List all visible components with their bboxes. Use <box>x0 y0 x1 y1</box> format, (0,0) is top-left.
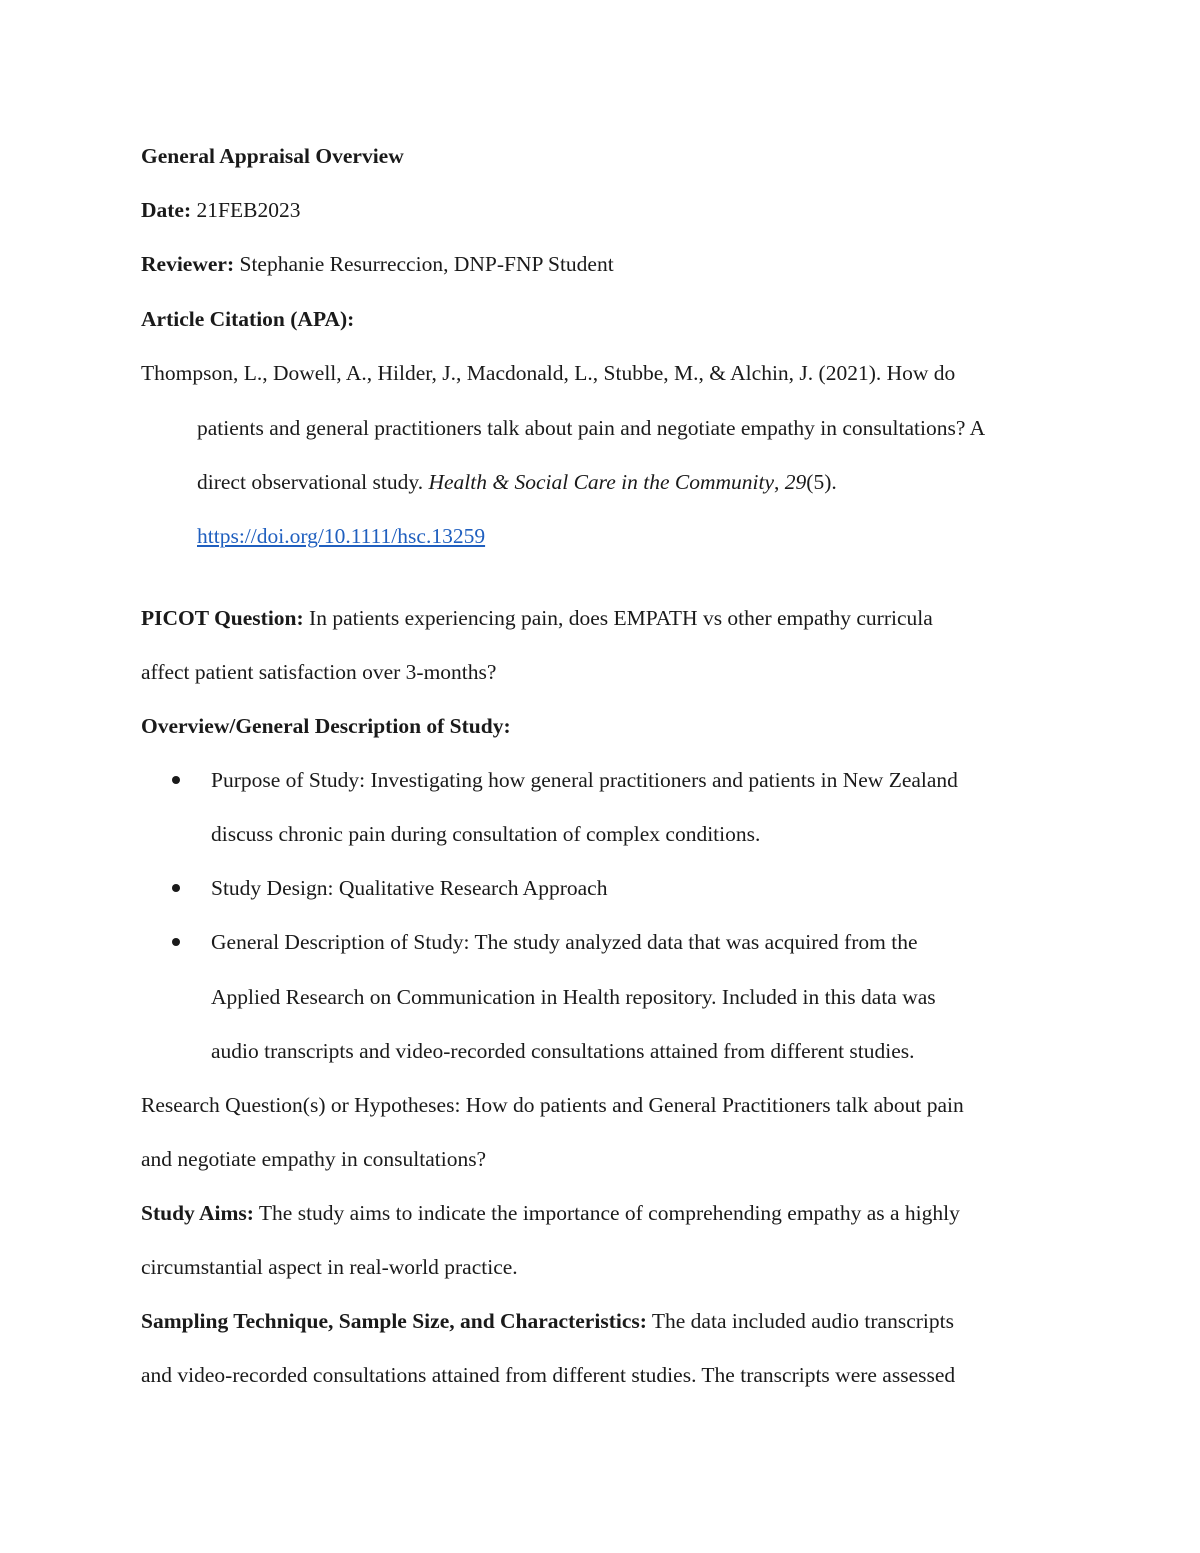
sampling-label: Sampling Technique, Sample Size, and Characteristics: <box>141 1309 647 1333</box>
citation-issue: (5). <box>806 470 837 494</box>
citation-line-2: patients and general practitioners talk about pain and negotiate empathy in consultations? A <box>197 416 986 440</box>
reviewer-value: Stephanie Resurreccion, DNP-FNP Student <box>239 252 614 276</box>
picot-text: In patients experiencing pain, does EMPATH vs other empathy curricula <box>303 606 933 630</box>
study-aims-label: Study Aims: <box>141 1201 254 1225</box>
reviewer-row <box>141 251 614 277</box>
reviewer-label: Reviewer: <box>141 252 235 276</box>
study-aims-line-2: circumstantial aspect in real-world practice. <box>141 1255 518 1279</box>
citation-sep: , <box>774 470 785 494</box>
bullet-dot-icon <box>172 884 180 892</box>
citation-title-end: direct observational study. <box>197 470 429 494</box>
citation-line-3 <box>197 469 837 495</box>
picot-line-2: affect patient satisfaction over 3-months? <box>141 660 497 684</box>
research-question-line-2: and negotiate empathy in consultations? <box>141 1147 487 1171</box>
date-row <box>141 197 300 223</box>
study-aims-text: The study aims to indicate the importance of comprehending empathy as a highly <box>253 1201 960 1225</box>
description-line-2: Applied Research on Communication in Health repository. Included in this data was <box>211 985 936 1009</box>
doi-link[interactable]: https://doi.org/10.1111/hsc.13259 <box>197 524 486 548</box>
design-line: Study Design: Qualitative Research Approach <box>211 876 608 900</box>
date-label: Date: <box>141 198 192 222</box>
citation-doi-row <box>197 523 485 549</box>
sampling-line-1 <box>141 1308 954 1334</box>
overview-heading: Overview/General Description of Study: <box>141 714 511 738</box>
citation-journal: Health & Social Care in the Community <box>428 470 775 494</box>
study-aims-line-1 <box>141 1200 960 1226</box>
description-line-1: General Description of Study: The study analyzed data that was acquired from the <box>211 930 918 954</box>
sampling-line-2: and video-recorded consultations attained from different studies. The transcripts were assessed <box>141 1363 956 1387</box>
bullet-dot-icon <box>172 938 180 946</box>
date-value: 21FEB2023 <box>196 198 301 222</box>
sampling-text: The data included audio transcripts <box>646 1309 954 1333</box>
citation-line-1: Thompson, L., Dowell, A., Hilder, J., Macdonald, L., Stubbe, M., & Alchin, J. (2021). How do <box>141 361 956 385</box>
picot-line-1 <box>141 605 933 631</box>
page-title: General Appraisal Overview <box>141 144 404 168</box>
bullet-dot-icon <box>172 776 180 784</box>
purpose-line-1: Purpose of Study: Investigating how general practitioners and patients in New Zealand <box>211 768 958 792</box>
picot-label: PICOT Question: <box>141 606 304 630</box>
citation-heading: Article Citation (APA): <box>141 307 355 331</box>
description-line-3: audio transcripts and video-recorded consultations attained from different studies. <box>211 1039 915 1063</box>
citation-volume: 29 <box>784 470 807 494</box>
research-question-line-1: Research Question(s) or Hypotheses: How do patients and General Practitioners talk about pain <box>141 1093 964 1117</box>
purpose-line-2: discuss chronic pain during consultation of complex conditions. <box>211 822 761 846</box>
